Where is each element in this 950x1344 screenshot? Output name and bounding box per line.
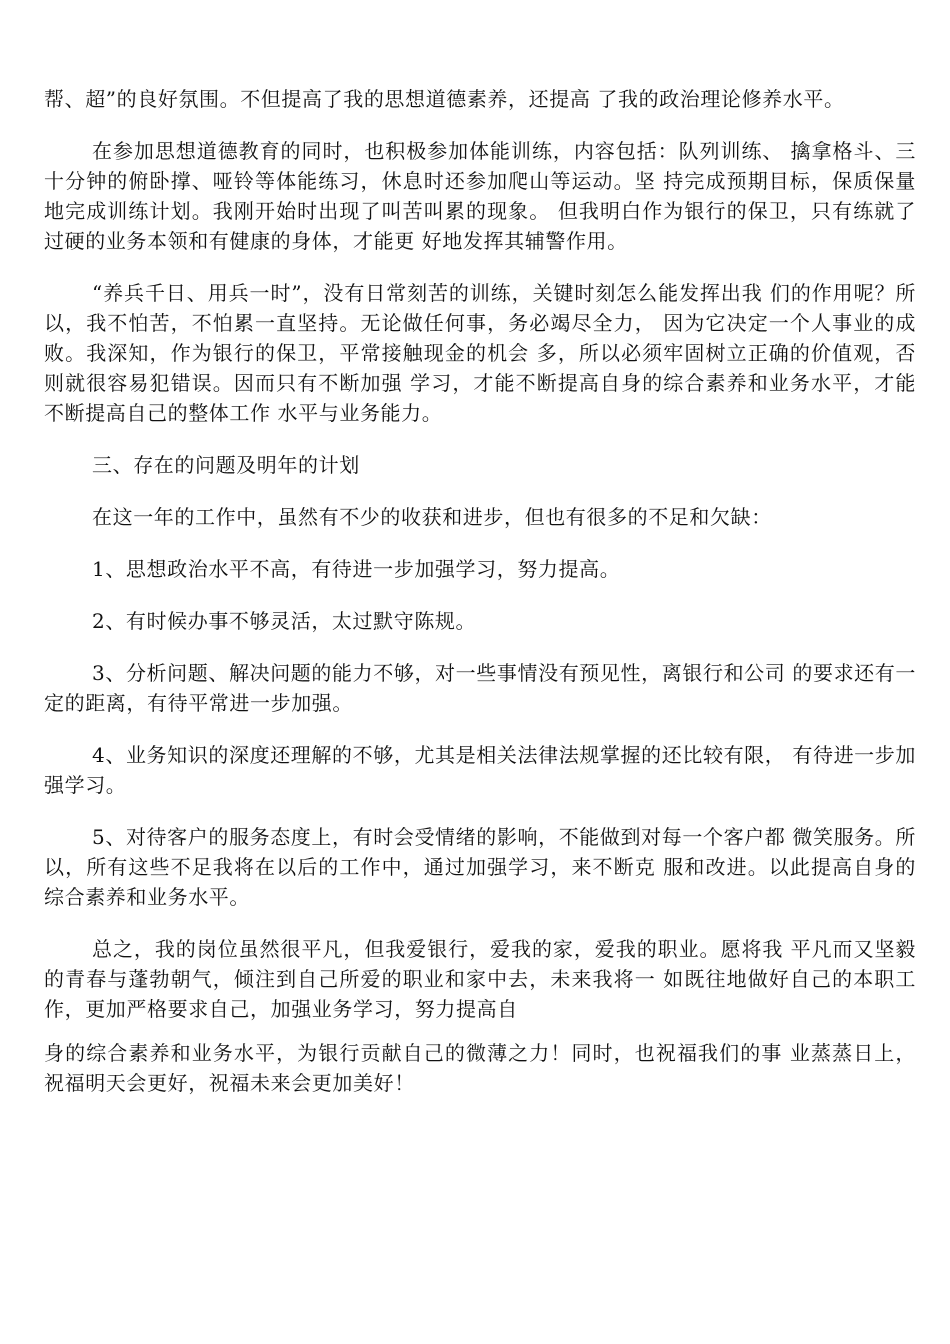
paragraph-persistence: “养兵千日、用兵一时”，没有日常刻苦的训练，关键时刻怎么能发挥出我 们的作用呢？所以，我不怕苦，不怕累一直坚持。无论做任何事，务必竭尽全力， 因为它决定一个人事业的成败。我深知，作为银行的保卫，平常接触现金的机会 多，所以必须牢固树立正确的价值观，否则就很容易犯错误。因而只有不断加强 学习，才能不断提高自身的综合素养和业务水平，才能不断提高自己的整体工作 水平与业务能力。 — [44, 281, 916, 425]
list-item-2: 2、有时候办事不够灵活，太过默守陈规。 — [92, 609, 477, 633]
list-item-5: 5、对待客户的服务态度上，有时会受情绪的影响，不能做到对每一个客户都 微笑服务。所以，所有这些不足我将在以后的工作中，通过加强学习，来不断克 服和改进。以此提高自身的综合素养和业务水平。 — [44, 825, 916, 909]
list-item-4: 4、业务知识的深度还理解的不够，尤其是相关法律法规掌握的还比较有限， 有待进一步加强学习。 — [44, 743, 916, 797]
paragraph-conclusion: 总之，我的岗位虽然很平凡，但我爱银行，爱我的家，爱我的职业。愿将我 平凡而又坚毅的青春与蓬勃朝气，倾注到自己所爱的职业和家中去，未来我将一 如既往地做好自己的本职工作，更加严格要求自己，加强业务学习，努力提高自 — [44, 937, 916, 1021]
section-heading-problems-plans: 三、存在的问题及明年的计划 — [92, 453, 360, 477]
paragraph-continuation: 帮、超”的良好氛围。不但提高了我的思想道德素养，还提高 了我的政治理论修养水平。 — [44, 87, 845, 111]
list-item-1: 1、思想政治水平不高，有待进一步加强学习，努力提高。 — [92, 557, 621, 581]
paragraph-physical-training: 在参加思想道德教育的同时，也积极参加体能训练，内容包括：队列训练、 擒拿格斗、三十分钟的俯卧撑、哑铃等体能练习，休息时还参加爬山等运动。坚 持完成预期目标，保质保量地完成训练计划。我刚开始时出现了叫苦叫累的现象。 但我明白作为银行的保卫，只有练就了过硬的业务本领和有健康的身体，才能更 好地发挥其辅警作用。 — [44, 139, 916, 253]
document-page — [44, 84, 916, 1098]
paragraph-intro-shortcomings: 在这一年的工作中，虽然有不少的收获和进步，但也有很多的不足和欠缺： — [92, 505, 772, 529]
list-item-3: 3、分析问题、解决问题的能力不够，对一些事情没有预见性，离银行和公司 的要求还有一定的距离，有待平常进一步加强。 — [44, 661, 916, 715]
paragraph-conclusion-continued: 身的综合素养和业务水平，为银行贡献自己的微薄之力！同时，也祝福我们的事 业蒸蒸日上，祝福明天会更好，祝福未来会更加美好！ — [44, 1041, 916, 1095]
